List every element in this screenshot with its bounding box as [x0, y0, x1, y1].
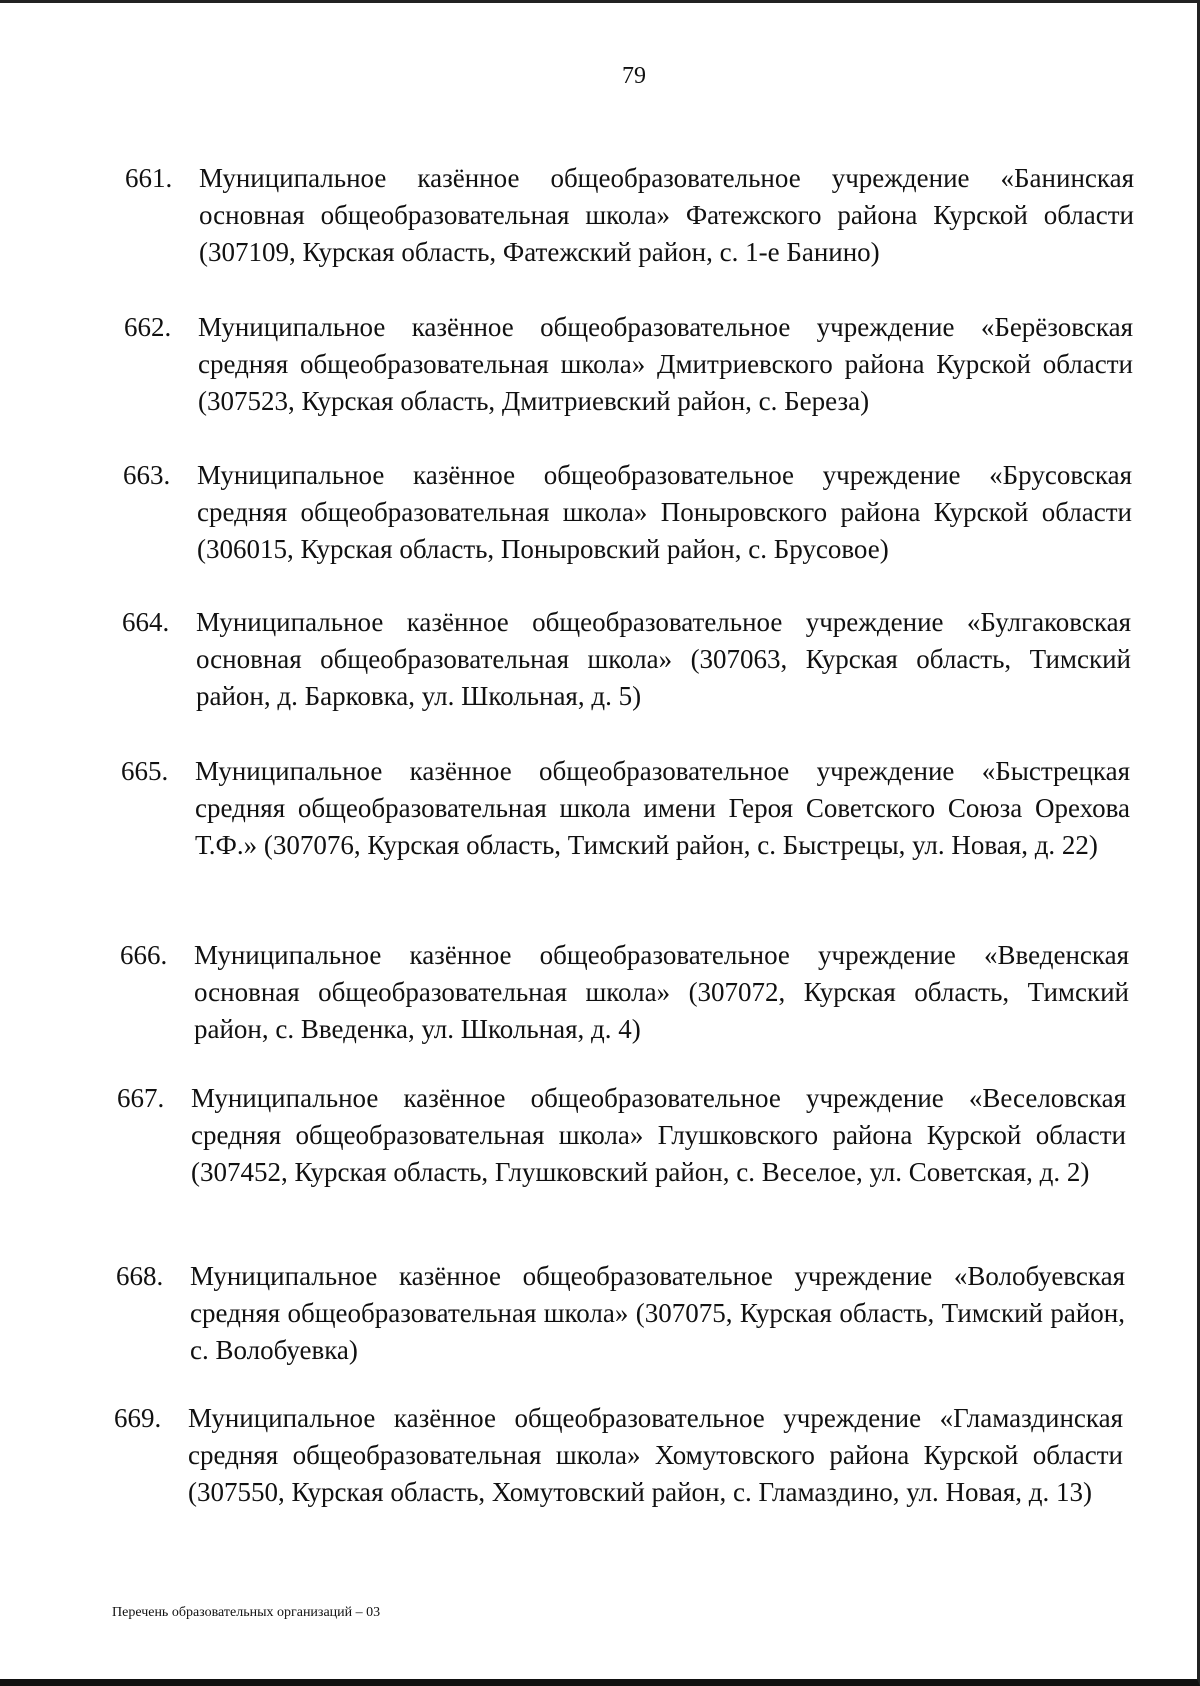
item-number: 668.: [116, 1261, 164, 1291]
item-number: 664.: [122, 607, 170, 637]
item-text: Муниципальное казённое общеобразовательное учреждение «Веселовская средняя общеобразовательная школа» Глушковского района Курской области (307452, Курская область, Глушковский район, с. Веселое, ул. Советская, д. 2): [191, 1083, 1126, 1187]
page-number: 79: [622, 63, 646, 89]
item-text: Муниципальное казённое общеобразовательное учреждение «Булгаковская основная общеобразовательная школа» (307063, Курская область, Тимский район, д. Барковка, ул. Школьная, д. 5): [196, 607, 1131, 711]
item-number: 665.: [121, 756, 169, 786]
item-text: Муниципальное казённое общеобразовательное учреждение «Берёзовская средняя общеобразовательная школа» Дмитриевского района Курской области (307523, Курская область, Дмитриевский район, с. Береза): [198, 312, 1133, 416]
document-footer: Перечень образовательных организаций – 03: [112, 1605, 381, 1620]
item-number: 662.: [124, 312, 172, 342]
item-text: Муниципальное казённое общеобразовательное учреждение «Волобуевская средняя общеобразовательная школа» (307075, Курская область, Тимский район, с. Волобуевка): [190, 1261, 1125, 1365]
item-text: Муниципальное казённое общеобразовательное учреждение «Гламаздинская средняя общеобразовательная школа» Хомутовского района Курской области (307550, Курская область, Хомутовский район, с. Гламаздино, ул. Новая, д. 13): [188, 1403, 1123, 1507]
item-number: 666.: [120, 940, 168, 970]
item-number: 661.: [125, 163, 173, 193]
item-text: Муниципальное казённое общеобразовательное учреждение «Быстрецкая средняя общеобразовательная школа имени Героя Советского Союза Орехова Т.Ф.» (307076, Курская область, Тимский район, с. Быстрецы, ул. Новая, д. 22): [195, 756, 1130, 860]
item-number: 667.: [117, 1083, 165, 1113]
item-text: Муниципальное казённое общеобразовательное учреждение «Введенская основная общеобразовательная школа» (307072, Курская область, Тимский район, с. Введенка, ул. Школьная, д. 4): [194, 940, 1129, 1044]
item-number: 669.: [114, 1403, 162, 1433]
item-number: 663.: [123, 460, 171, 490]
item-text: Муниципальное казённое общеобразовательное учреждение «Брусовская средняя общеобразовательная школа» Поныровского района Курской области (306015, Курская область, Поныровский район, с. Брусовое): [197, 460, 1132, 564]
item-text: Муниципальное казённое общеобразовательное учреждение «Банинская основная общеобразовательная школа» Фатежского района Курской области (307109, Курская область, Фатежский район, с. 1-е Банино): [199, 163, 1134, 267]
